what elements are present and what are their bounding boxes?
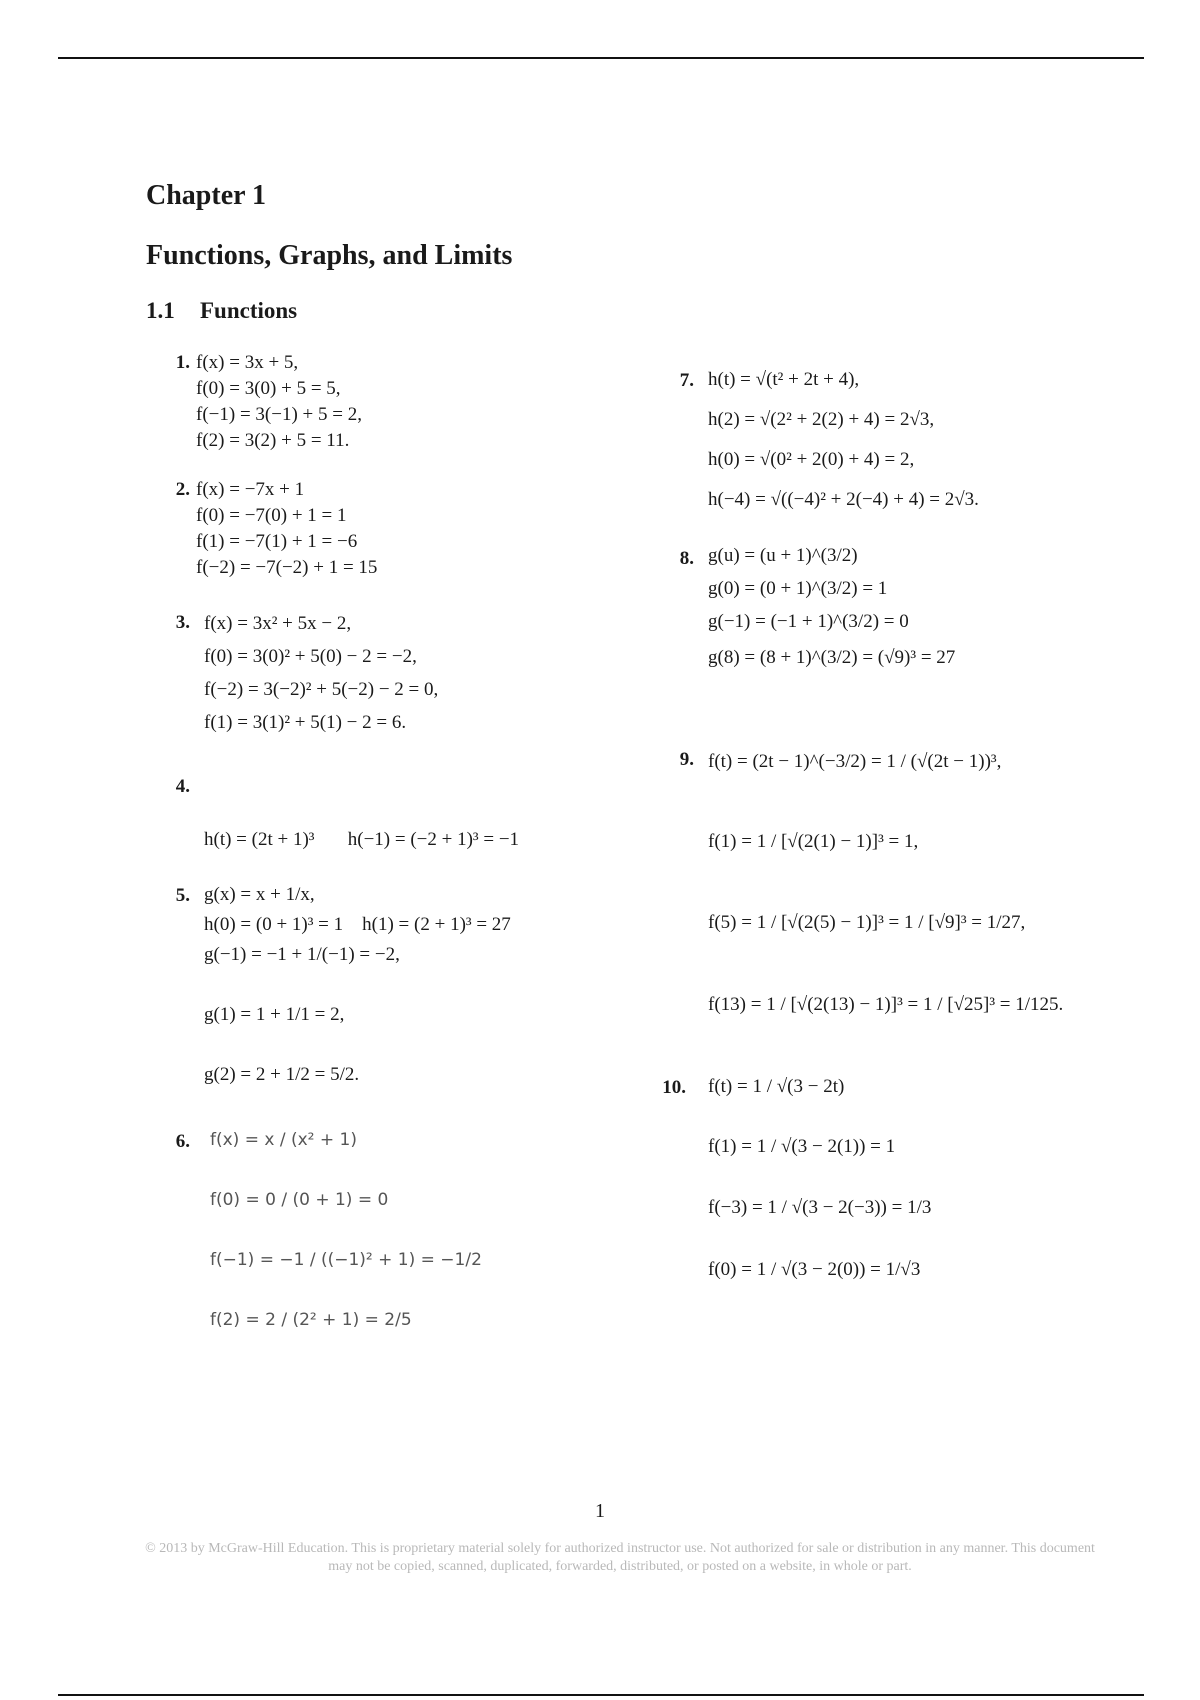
problem-lines <box>210 1110 482 1350</box>
equation-line: f(2) = 3(2) + 5 = 11. <box>196 430 350 451</box>
problem-number: 6. <box>175 1131 190 1152</box>
equation-line: h(2) = √(2² + 2(2) + 4) = 2√3, <box>708 409 935 430</box>
equation-line: h(t) = (2t + 1)³ h(−1) = (−2 + 1)³ = −1 <box>204 829 520 850</box>
equation-line: f(2) = 2 / (2² + 1) = 2/5 <box>210 1310 412 1330</box>
problem-number: 1. <box>175 352 190 373</box>
equation-line: f(−3) = 1 / √(3 − 2(−3)) = 1/3 <box>708 1197 932 1218</box>
equation-line: f(1) = 3(1)² + 5(1) − 2 = 6. <box>204 712 407 733</box>
equation-line: f(x) = −7x + 1 <box>196 479 305 500</box>
equation-line: f(1) = 1 / [√(2(1) − 1)]³ = 1, <box>708 831 919 852</box>
equation-line: g(1) = 1 + 1/1 = 2, <box>204 1004 345 1025</box>
equation-line: h(0) = (0 + 1)³ = 1 h(1) = (2 + 1)³ = 27 <box>204 914 511 935</box>
equation-line: f(0) = 3(0) + 5 = 5, <box>196 378 341 399</box>
equation-line: f(0) = −7(0) + 1 = 1 <box>196 505 347 526</box>
equation-line: g(u) = (u + 1)^(3/2) <box>708 545 858 566</box>
equation-line: f(0) = 1 / √(3 − 2(0)) = 1/√3 <box>708 1259 921 1280</box>
problem-number: 4. <box>175 776 190 797</box>
equation-line: g(2) = 2 + 1/2 = 5/2. <box>204 1064 360 1085</box>
section-heading <box>146 298 297 324</box>
equation-line: f(1) = 1 / √(3 − 2(1)) = 1 <box>708 1136 896 1157</box>
problem-lines <box>708 539 955 678</box>
equation-line: g(0) = (0 + 1)^(3/2) = 1 <box>708 578 888 599</box>
equation-line: f(t) = 1 / √(3 − 2t) <box>708 1076 845 1097</box>
problem-lines <box>196 477 377 581</box>
equation-line: g(x) = x + 1/x, <box>204 884 315 905</box>
equation-line: f(x) = 3x² + 5x − 2, <box>204 613 352 634</box>
equation-line: f(0) = 0 / (0 + 1) = 0 <box>210 1190 389 1210</box>
equation-line: h(0) = √(0² + 2(0) + 4) = 2, <box>708 449 915 470</box>
section-title: Functions <box>200 298 298 323</box>
problem-lines <box>708 722 1063 1046</box>
problem-number: 9. <box>679 749 694 770</box>
equation-line: f(1) = −7(1) + 1 = −6 <box>196 531 358 552</box>
copyright-notice: © 2013 by McGraw-Hill Education. This is proprietary material solely for authorized instructor use. Not authorized for sale or distribution in any manner. This document may not be copied, scanned, duplicated, forwarded, distributed, or posted on a website, in whole or part. <box>145 1541 1095 1574</box>
equation-line: f(−1) = −1 / ((−1)² + 1) = −1/2 <box>210 1250 482 1270</box>
equation-line: f(−2) = −7(−2) + 1 = 15 <box>196 557 378 578</box>
problem-number: 7. <box>679 370 694 391</box>
equation-line: f(−2) = 3(−2)² + 5(−2) − 2 = 0, <box>204 679 439 700</box>
bottom-rule <box>58 1694 1144 1696</box>
equation-line: f(x) = 3x + 5, <box>196 352 299 373</box>
equation-line: g(8) = (8 + 1)^(3/2) = (√9)³ = 27 <box>708 647 956 668</box>
equation-line: h(t) = √(t² + 2t + 4), <box>708 369 860 390</box>
equation-line: f(x) = x / (x² + 1) <box>210 1130 357 1150</box>
equation-line: h(−4) = √((−4)² + 2(−4) + 4) = 2√3. <box>708 489 979 510</box>
problem-number: 8. <box>679 548 694 569</box>
problem-number: 3. <box>175 612 190 633</box>
problem-lines <box>196 350 362 454</box>
problem-number: 5. <box>175 885 190 906</box>
problem-lines <box>708 1057 931 1301</box>
problem-number: 2. <box>175 479 190 500</box>
chapter-heading: Chapter 1 <box>146 180 267 211</box>
chapter-title: Functions, Graphs, and Limits <box>146 240 513 271</box>
equation-line: f(0) = 3(0)² + 5(0) − 2 = −2, <box>204 646 417 667</box>
equation-line: g(−1) = −1 + 1/(−1) = −2, <box>204 944 400 965</box>
equation-line: g(−1) = (−1 + 1)^(3/2) = 0 <box>708 611 909 632</box>
problem-lines <box>204 607 438 739</box>
equation-line: f(t) = (2t − 1)^(−3/2) = 1 / (√(2t − 1))³, <box>708 751 1002 772</box>
page-number: 1 <box>595 1500 605 1522</box>
equation-line: f(13) = 1 / [√(2(13) − 1)]³ = 1 / [√25]³ = 1/125. <box>708 994 1064 1015</box>
top-rule <box>58 57 1144 59</box>
equation-line: f(5) = 1 / [√(2(5) − 1)]³ = 1 / [√9]³ = 1/27, <box>708 912 1026 933</box>
section-number: 1.1 <box>146 298 175 323</box>
equation-line: f(−1) = 3(−1) + 5 = 2, <box>196 404 362 425</box>
problem-lines <box>708 360 979 520</box>
problem-lines <box>204 865 400 1105</box>
problem-number: 10. <box>662 1077 686 1098</box>
